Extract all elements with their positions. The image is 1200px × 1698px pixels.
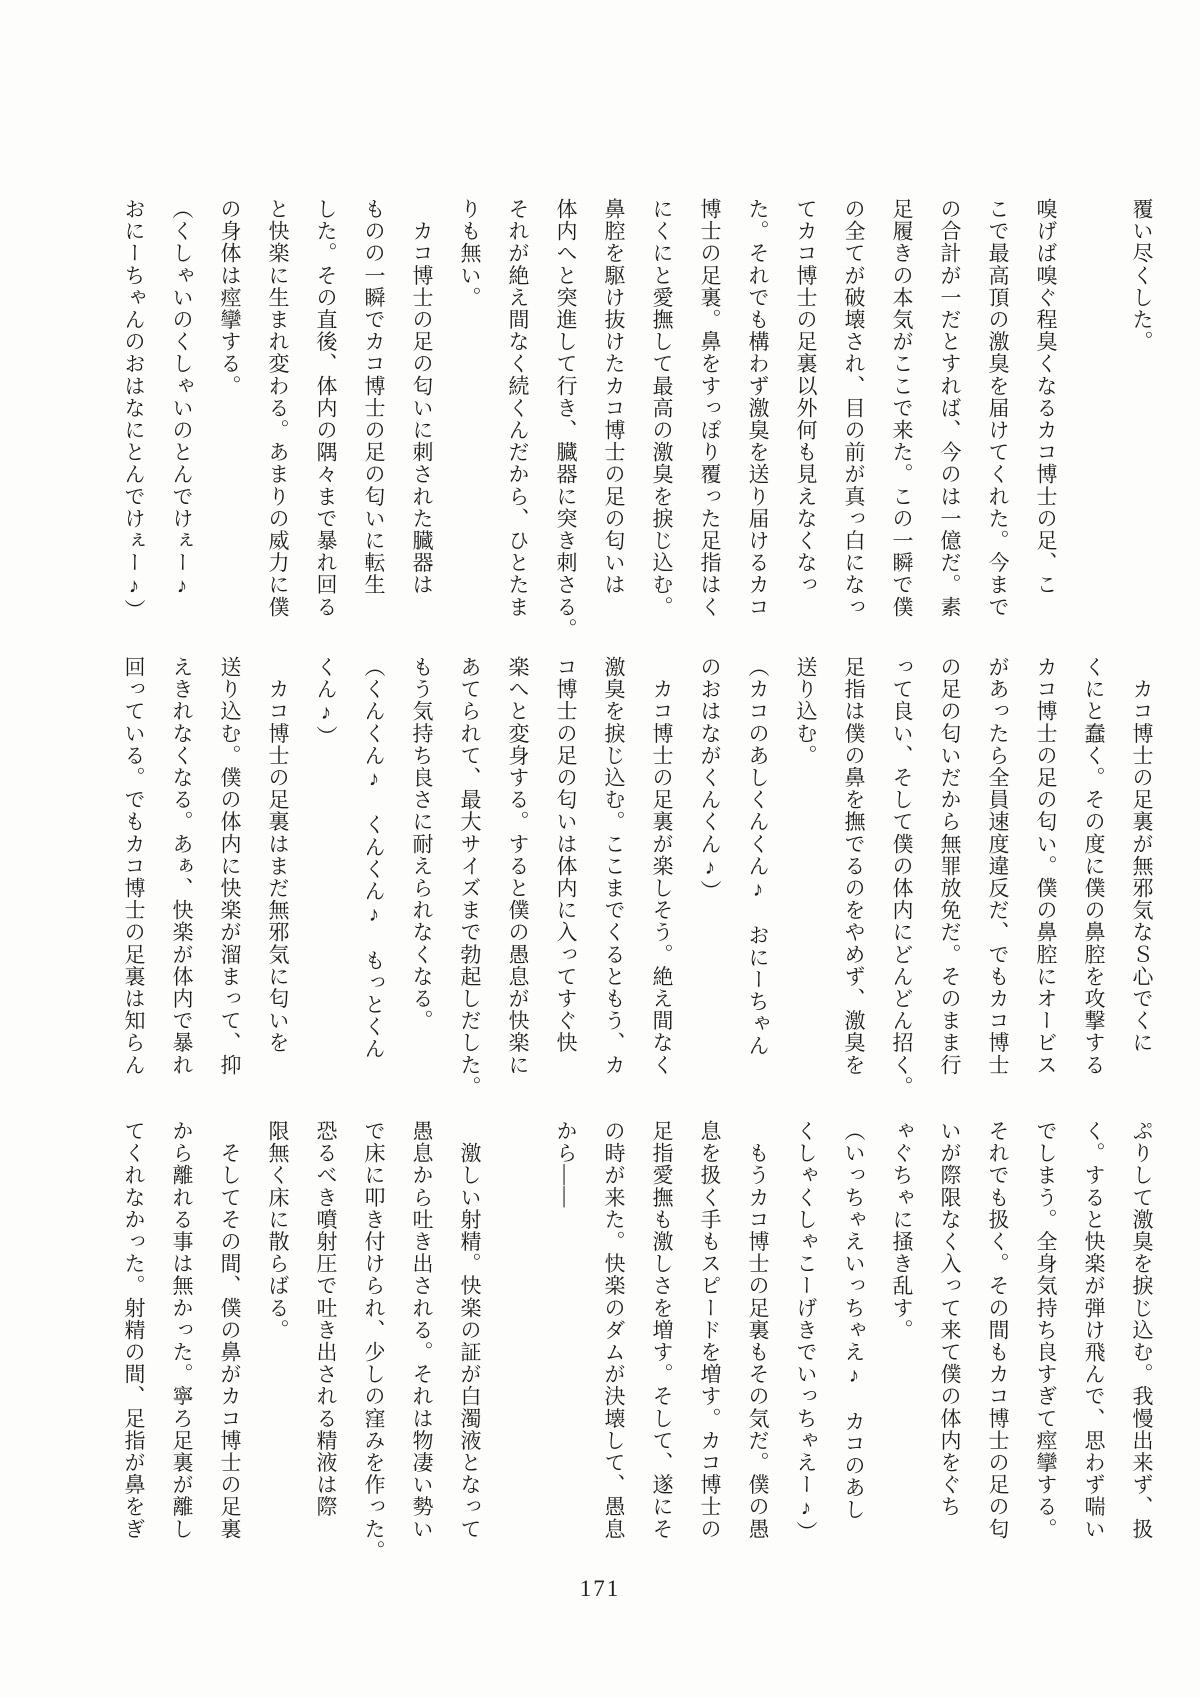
text-column: 楽へと変身する。すると僕の愚息が快楽に — [506, 656, 530, 1076]
text-column: 嗅げば嗅ぐ程臭くなるカコ博士の足、こ — [1034, 198, 1058, 596]
text-column: 送り込む。僕の体内に快楽が溜まって、抑 — [218, 656, 242, 1076]
text-column: そしてその間、僕の鼻がカコ博士の足裏 — [218, 1120, 242, 1540]
text-column: 送り込む。 — [794, 656, 818, 767]
text-column: く。すると快楽が弾け飛んで、思わず喘い — [1082, 1120, 1106, 1540]
text-column: の合計が一だとすれば、今のは一億だ。素 — [938, 198, 962, 618]
text-column: コ博士の足の匂いは体内に入ってすぐ快 — [554, 656, 578, 1054]
text-column: から―― — [554, 1120, 578, 1209]
text-column: の時が来た。快楽のダムが決壊して、愚息 — [602, 1120, 626, 1540]
text-column: えきれなくなる。あぁ、快楽が体内で暴れ — [170, 656, 194, 1076]
text-column: おにーちゃんのおはなにとんでけぇー♪） — [122, 198, 146, 621]
text-column: あてられて、最大サイズまで勃起しだした。 — [458, 656, 482, 1098]
text-column: でしまう。全身気持ち良すぎて痙攣する。 — [1034, 1120, 1058, 1540]
text-column: ものの一瞬でカコ博士の足の匂いに転生 — [362, 198, 386, 596]
text-column: があったら全員速度違反だ、でもカコ博士 — [986, 656, 1010, 1076]
text-column: 激しい射精。快楽の証が白濁液となって — [458, 1120, 482, 1540]
text-column: 足指は僕の鼻を撫でるのをやめず、激臭を — [842, 656, 866, 1076]
text-column: の足の匂いだから無罪放免だ。そのまま行 — [938, 656, 962, 1076]
text-column: 激臭を捩じ込む。ここまでくるともう、カ — [602, 656, 626, 1076]
text-column: カコ博士の足裏はまだ無邪気に匂いを — [266, 656, 290, 1054]
text-column: で床に叩き付けられ、少しの窪みを作った。 — [362, 1120, 386, 1562]
text-column: こで最高頂の激臭を届けてくれた。今まで — [986, 198, 1010, 618]
text-column: （くしゃいのくしゃいのとんでけぇー♪ — [170, 198, 194, 599]
text-column: もう気持ち良さに耐えられなくなる。 — [410, 656, 434, 1032]
text-band-bottom — [110, 1120, 1166, 1562]
text-column: 限無く床に散らばる。 — [266, 1120, 290, 1341]
text-column: 愚息から吐き出される。それは物凄い勢い — [410, 1120, 434, 1540]
text-column: 体内へと突進して行き、臓器に突き刺さる。 — [554, 198, 578, 640]
page-number: 171 — [579, 1576, 621, 1601]
text-column: のおはながくんくん♪） — [698, 656, 722, 903]
text-column: それが絶え間なく続くんだから、ひとたま — [506, 198, 530, 618]
text-column: カコ博士の足の匂い。僕の鼻腔にオービス — [1034, 656, 1058, 1076]
text-band-middle — [110, 656, 1166, 1098]
text-column: くにと蠢く。その度に僕の鼻腔を攻撃する — [1082, 656, 1106, 1076]
text-column: （いっちゃえいっちゃえ♪ カコのあし — [842, 1120, 866, 1521]
text-column: た。それでも構わず激臭を送り届けるカコ — [746, 198, 770, 618]
text-column: 博士の足裏。鼻をすっぽり覆った足指はく — [698, 198, 722, 618]
text-column: の全てが破壊され、目の前が真っ白になっ — [842, 198, 866, 618]
text-column: カコ博士の足裏が無邪気なＳ心でくに — [1130, 656, 1154, 1054]
text-column: カコ博士の足の匂いに刺された臓器は — [410, 198, 434, 596]
text-column: 恐るべき噴射圧で吐き出される精液は際 — [314, 1120, 338, 1518]
text-column: くしゃくしゃこーげきでいっちゃえー♪） — [794, 1120, 818, 1543]
text-column: から離れる事は無かった。寧ろ足裏が離し — [170, 1120, 194, 1540]
text-column: にくにと愛撫して最高の激臭を捩じ込む。 — [650, 198, 674, 618]
text-column: 鼻腔を駆け抜けたカコ博士の足の匂いは — [602, 198, 626, 596]
text-column: ゃぐちゃに掻き乱す。 — [890, 1120, 914, 1341]
text-column: くん♪） — [314, 656, 338, 748]
text-column — [1070, 198, 1118, 640]
text-column: いが際限なく入って来て僕の体内をぐち — [938, 1120, 962, 1518]
text-column: それでも扱く。その間もカコ博士の足の匂 — [986, 1120, 1010, 1540]
text-column: した。その直後、体内の隅々まで暴れ回る — [314, 198, 338, 618]
text-column: （くんくん♪ くんくん♪ もっとくん — [362, 656, 386, 1060]
text-column: って良い、そして僕の体内にどんどん招く。 — [890, 656, 914, 1098]
text-column: カコ博士の足裏が楽しそう。絶え間なく — [650, 656, 674, 1076]
text-column: 息を扱く手もスピードを増す。カコ博士の — [698, 1120, 722, 1540]
text-column: てくれなかった。射精の間、足指が鼻をぎ — [122, 1120, 146, 1540]
text-column: 覆い尽くした。 — [1130, 198, 1154, 353]
text-column: ぷりして激臭を捩じ込む。我慢出来ず、扱 — [1130, 1120, 1154, 1540]
text-column: りも無い。 — [458, 198, 482, 309]
text-column: てカコ博士の足裏以外何も見えなくなっ — [794, 198, 818, 596]
text-column: と快楽に生まれ変わる。あまりの威力に僕 — [266, 198, 290, 618]
text-column: 回っている。でもカコ博士の足裏は知らん — [122, 656, 146, 1076]
text-band-top — [110, 198, 1166, 640]
text-column: もうカコ博士の足裏もその気だ。僕の愚 — [746, 1120, 770, 1540]
text-column: の身体は痙攣する。 — [218, 198, 242, 397]
text-column: 足履きの本気がここで来た。この一瞬で僕 — [890, 198, 914, 618]
text-column: 足指愛撫も激しさを増す。そして、遂にそ — [650, 1120, 674, 1540]
text-column: （カコのあしくんくん♪ おにーちゃん — [746, 656, 770, 1057]
text-column — [494, 1120, 542, 1562]
